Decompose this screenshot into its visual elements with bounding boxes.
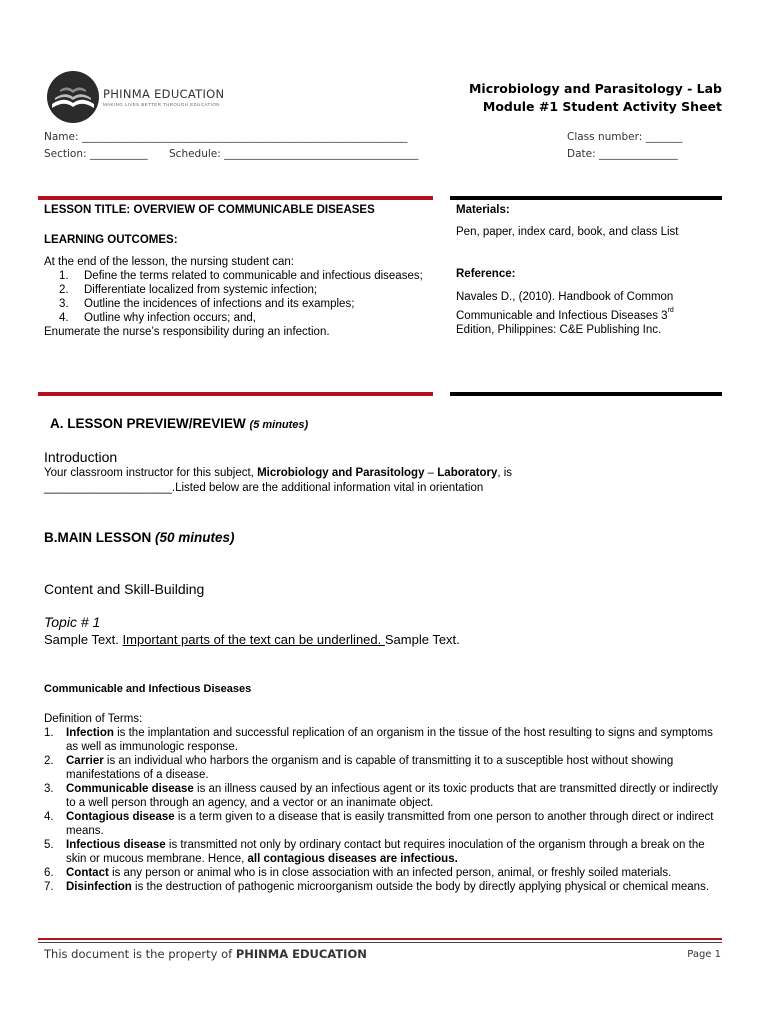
materials-heading: Materials: [456, 204, 510, 216]
phinma-logo-icon [46, 70, 100, 124]
page-number: Page 1 [687, 949, 721, 960]
document-title-line2: Module #1 Student Activity Sheet [482, 99, 722, 114]
schedule-field[interactable]: Schedule: _____________________________________ [169, 148, 419, 160]
footer-rule-red [38, 938, 722, 940]
content-heading: Content and Skill-Building [44, 581, 205, 597]
outcomes-last: Enumerate the nurse’s responsibility during an infection. [44, 326, 330, 338]
bottom-rule-left [38, 392, 433, 396]
definitions-heading: Definition of Terms: [44, 713, 143, 725]
bottom-rule-right [450, 392, 722, 396]
name-field[interactable]: Name: ______________________________________________________________ [44, 131, 408, 143]
brand-name: PHINMA EDUCATION [103, 87, 225, 101]
section-field[interactable]: Section: ___________ [44, 148, 148, 160]
footer-rule-dark [38, 942, 722, 943]
reference-text: Navales D., (2010). Handbook of Common Communicable and Infectious Diseases 3rd Edition, Philippines: C&E Publishing Inc. [456, 291, 674, 336]
class-number-field[interactable]: Class number: _______ [567, 131, 683, 143]
footer-property-text: This document is the property of PHINMA EDUCATION [44, 947, 367, 961]
brand-tagline: MAKING LIVES BETTER THROUGH EDUCATION [103, 102, 220, 107]
topic-heading: Topic # 1 [44, 614, 101, 630]
document-title [469, 80, 722, 116]
list-item: 3. Outline the incidences of infections and its examples; [59, 298, 355, 310]
introduction-text: Your classroom instructor for this subject, Microbiology and Parasitology – Laboratory, is ____________________.Listed below are the additional information vital in orientation [44, 467, 513, 494]
materials-text: Pen, paper, index card, book, and class List [456, 226, 679, 238]
list-item: 4. Outline why infection occurs; and, [59, 312, 256, 324]
sample-text: Sample Text. Important parts of the text can be underlined. Sample Text. [44, 632, 460, 647]
outcomes-list [44, 269, 426, 325]
list-item: 5. Infectious disease is transmitted not only by ordinary contact but requires inoculation of the organism through a break on the skin or mucous membrane. Hence, all contagious diseases are infectious. [44, 839, 705, 865]
top-rule-left [38, 196, 433, 200]
subheading-communicable: Communicable and Infectious Diseases [44, 683, 252, 695]
document-title-line1: Microbiology and Parasitology - Lab [468, 81, 722, 96]
list-item: 6. Contact is any person or animal who is in close association with an infected person, animal, or freshly soiled materials. [44, 867, 672, 879]
list-item: 7. Disinfection is the destruction of pathogenic microorganism outside the body by directly applying physical or chemical means. [44, 881, 710, 893]
section-b-heading: B.MAIN LESSON (50 minutes) [44, 530, 235, 545]
definitions-list [44, 726, 720, 894]
definitions-section [44, 712, 720, 894]
lesson-title: LESSON TITLE: OVERVIEW OF COMMUNICABLE DISEASES [44, 204, 375, 216]
section-a-heading: A. LESSON PREVIEW/REVIEW (5 minutes) [50, 416, 309, 431]
reference-heading: Reference: [456, 268, 516, 280]
lesson-box [44, 203, 426, 339]
list-item: 4. Contagious disease is a term given to a disease that is easily transmitted from one person to another through direct or indirect means. [44, 811, 714, 837]
outcomes-intro: At the end of the lesson, the nursing student can: [44, 256, 294, 268]
date-field[interactable]: Date: _______________ [567, 148, 678, 160]
introduction-heading: Introduction [44, 449, 118, 465]
learning-outcomes-heading: LEARNING OUTCOMES: [44, 234, 178, 246]
list-item: 3. Communicable disease is an illness caused by an infectious agent or its toxic products that are transmitted directly or indirectly to a well person through an agency, and a vector or an inanimate object. [44, 783, 718, 809]
list-item: 1. Infection is the implantation and successful replication of an organism in the tissue of the host resulting to signs and symptoms as well as immunologic response. [44, 727, 713, 753]
list-item: 2. Differentiate localized from systemic infection; [59, 284, 318, 296]
list-item: 1. Define the terms related to communicable and infectious diseases; [59, 270, 423, 282]
top-rule-right [450, 196, 722, 200]
materials-box [456, 203, 726, 337]
list-item: 2. Carrier is an individual who harbors the organism and is capable of transmitting it to a susceptible host without showing manifestations of a disease. [44, 755, 674, 781]
